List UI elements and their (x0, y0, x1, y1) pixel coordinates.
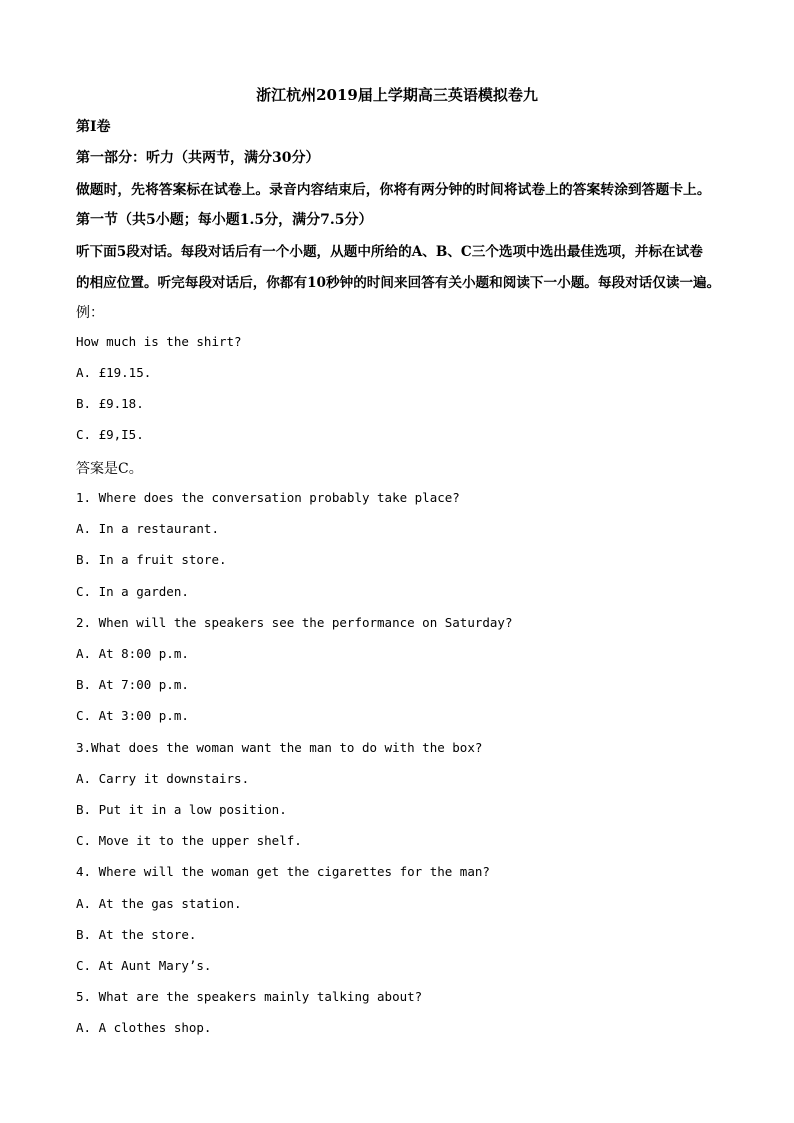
part-one-instruction: 做题时，先将答案标在试卷上。录音内容结束后，你将有两分钟的时间将试卷上的答案转涂到答题卡上。 (76, 182, 711, 198)
question-3-stem: 3.What does the woman want the man to do with the box? (76, 740, 483, 755)
section-one-instruction-line2: 的相应位置。听完每段对话后，你都有10秒钟的时间来回答有关小题和阅读下一小题。每段对话仅读一遍。 (76, 275, 721, 291)
question-4-stem: 4. Where will the woman get the cigarettes for the man? (76, 864, 490, 879)
question-1-option-c: C. In a garden. (76, 584, 189, 599)
question-2-stem: 2. When will the speakers see the performance on Saturday? (76, 615, 513, 630)
question-2-option-b: B. At 7:00 p.m. (76, 677, 189, 692)
question-5-option-a: A. A clothes shop. (76, 1020, 212, 1035)
question-1-option-b: B. In a fruit store. (76, 552, 227, 567)
question-5-stem: 5. What are the speakers mainly talking about? (76, 989, 423, 1004)
section-one-instruction-line1: 听下面5段对话。每段对话后有一个小题，从题中所给的A、B、C三个选项中选出最佳选项，并标在试卷 (76, 244, 703, 260)
example-answer: 答案是C。 (76, 461, 143, 477)
volume-label: 第I卷 (76, 119, 111, 135)
question-4-option-b: B. At the store. (76, 927, 197, 942)
question-4-option-a: A. At the gas station. (76, 896, 242, 911)
question-2-option-c: C. At 3:00 p.m. (76, 708, 189, 723)
example-question: How much is the shirt? (76, 334, 242, 349)
question-3-option-a: A. Carry it downstairs. (76, 771, 250, 786)
example-option-c: C. £9,I5. (76, 427, 144, 442)
question-4-option-c: C. At Aunt Mary’s. (76, 958, 212, 973)
question-1-stem: 1. Where does the conversation probably take place? (76, 490, 460, 505)
question-1-option-a: A. In a restaurant. (76, 521, 219, 536)
page-title: 浙江杭州2019届上学期高三英语模拟卷九 (256, 86, 538, 104)
question-3-option-c: C. Move it to the upper shelf. (76, 833, 302, 848)
question-2-option-a: A. At 8:00 p.m. (76, 646, 189, 661)
example-label: 例： (76, 305, 104, 321)
section-one-heading: 第一节（共5小题；每小题1.5分，满分7.5分） (76, 212, 373, 228)
question-3-option-b: B. Put it in a low position. (76, 802, 287, 817)
example-option-b: B. £9.18. (76, 396, 144, 411)
part-one-heading: 第一部分：听力（共两节，满分30分） (76, 150, 320, 166)
example-option-a: A. £19.15. (76, 365, 152, 380)
